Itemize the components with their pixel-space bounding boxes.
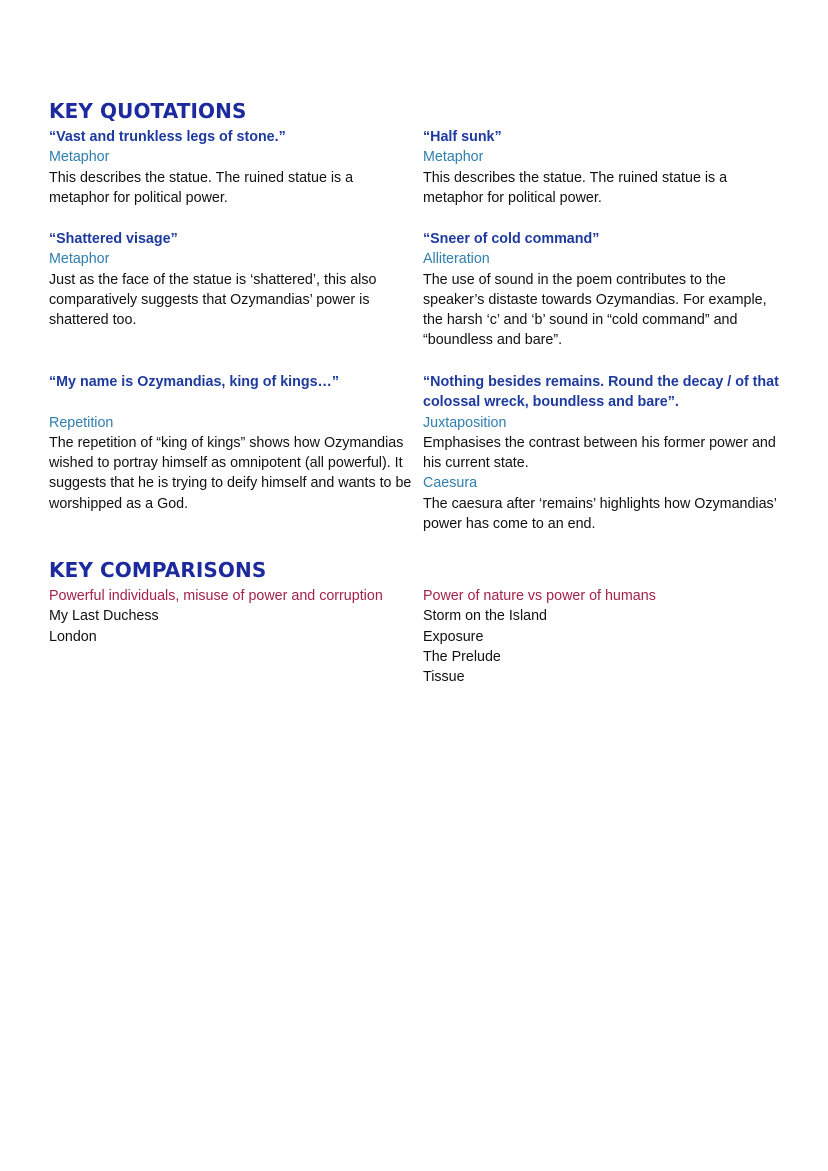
quotation-text: “Nothing besides remains. Round the decay / of that colossal wreck, boundless and bare”.	[423, 374, 779, 411]
quotation-card-5	[49, 372, 415, 514]
quotation-text: “Vast and trunkless legs of stone.”	[49, 129, 286, 145]
quotation-text: “Sneer of cold command”	[423, 231, 600, 247]
quotation-card-1	[49, 127, 415, 208]
spacer	[49, 392, 415, 412]
quotation-analysis: Just as the face of the statue is ‘shattered’, this also comparatively suggests that Ozymandias’ power is shattered too.	[49, 271, 377, 329]
comparison-group-1	[49, 586, 415, 647]
literary-device: Metaphor	[49, 251, 110, 268]
comparison-poem: Exposure	[423, 628, 484, 645]
comparison-theme: Powerful individuals, misuse of power and corruption	[49, 588, 383, 604]
comparison-poem: The Prelude	[423, 648, 501, 665]
literary-device: Repetition	[49, 414, 114, 431]
comparison-poem: London	[49, 628, 97, 645]
quotation-text: “Half sunk”	[423, 129, 502, 145]
comparison-theme: Power of nature vs power of humans	[423, 588, 656, 604]
comparison-group-2	[423, 586, 789, 687]
quotation-text: “Shattered visage”	[49, 231, 178, 247]
quotation-analysis: The use of sound in the poem contributes to the speaker’s distaste towards Ozymandias. For example, the harsh ‘c’ and ‘b’ sound in “cold command” and “boundless and bare”.	[423, 271, 767, 349]
quotation-analysis: Emphasises the contrast between his former power and his current state.	[423, 434, 776, 472]
quotation-card-4	[423, 229, 789, 351]
literary-device: Metaphor	[423, 149, 484, 166]
comparison-poem: My Last Duchess	[49, 608, 159, 625]
literary-device: Metaphor	[49, 149, 110, 166]
key-quotations-heading: KEY QUOTATIONS	[49, 99, 247, 123]
quotation-card-6	[423, 372, 789, 534]
literary-device: Alliteration	[423, 251, 490, 268]
key-comparisons-heading: KEY COMPARISONS	[49, 558, 267, 582]
quotation-card-2	[423, 127, 789, 208]
quotation-analysis: This describes the statue. The ruined statue is a metaphor for political power.	[423, 169, 728, 206]
literary-device-secondary: Caesura	[423, 475, 478, 492]
comparison-poem: Tissue	[423, 669, 465, 686]
quotation-analysis: The repetition of “king of kings” shows how Ozymandias wished to portray himself as omnipotent (all powerful). It suggests that he is trying to deify himself and wants to be worshipped as a God.	[49, 434, 412, 512]
quotation-analysis: This describes the statue. The ruined statue is a metaphor for political power.	[49, 169, 354, 206]
literary-device: Juxtaposition	[423, 414, 507, 431]
quotation-analysis-secondary: The caesura after ‘remains’ highlights how Ozymandias’ power has come to an end.	[423, 495, 777, 533]
quotation-text: “My name is Ozymandias, king of kings…”	[49, 374, 339, 390]
quotation-card-3	[49, 229, 415, 330]
comparison-poem: Storm on the Island	[423, 608, 547, 625]
